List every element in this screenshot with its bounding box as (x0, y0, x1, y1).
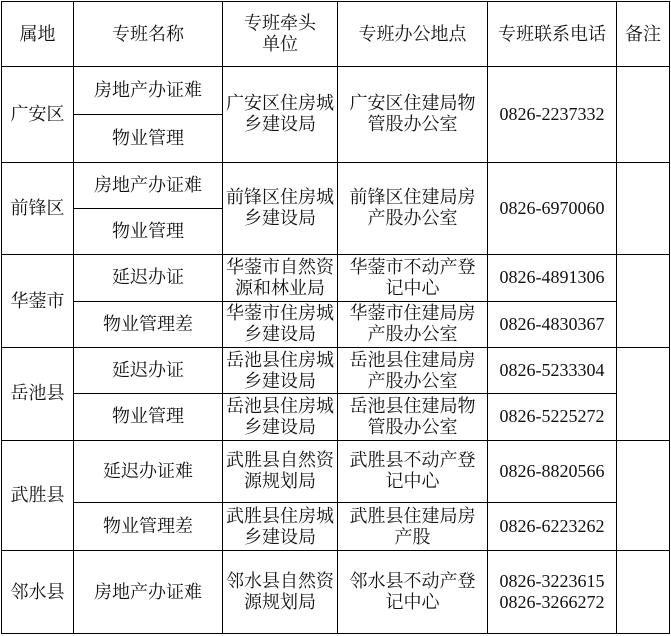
office-cell: 岳池县住建局房 产股办公室 (338, 347, 488, 393)
team-name-cell: 物业管理差 (74, 502, 223, 550)
phone-cell: 0826-8820566 (488, 440, 617, 502)
note-cell (617, 347, 670, 440)
region-cell: 武胜县 (2, 440, 74, 551)
table-row (2, 255, 670, 301)
phone-cell: 0826-6223262 (488, 502, 617, 550)
header-note: 备注 (617, 2, 670, 67)
team-name-cell: 延迟办证 (74, 347, 223, 393)
note-cell (617, 255, 670, 348)
team-name-cell: 物业管理 (74, 115, 223, 162)
table-row (2, 162, 670, 208)
phone-cell: 0826-5233304 (488, 347, 617, 393)
header-office: 专班办公地点 (338, 2, 488, 67)
lead-unit-cell: 武胜县自然资 源规划局 (223, 440, 338, 502)
office-cell: 邻水县不动产登 记中心 (338, 551, 488, 634)
table-row (2, 440, 670, 502)
lead-unit-cell: 武胜县住房城 乡建设局 (223, 502, 338, 550)
lead-unit-cell: 华蓥市自然资 源和林业局 (223, 255, 338, 301)
region-cell: 华蓥市 (2, 255, 74, 348)
region-cell: 岳池县 (2, 347, 74, 440)
team-name-cell: 物业管理 (74, 208, 223, 254)
note-cell (617, 440, 670, 551)
lead-unit-cell: 华蓥市住房城 乡建设局 (223, 301, 338, 347)
phone-cell: 0826-5225272 (488, 394, 617, 440)
lead-unit-cell: 广安区住房城 乡建设局 (223, 67, 338, 163)
table-row (2, 347, 670, 393)
note-cell (617, 551, 670, 634)
region-cell: 邻水县 (2, 551, 74, 634)
table-row (2, 301, 670, 347)
region-cell: 广安区 (2, 67, 74, 163)
table-row (2, 551, 670, 634)
phone-cell: 0826-4891306 (488, 255, 617, 301)
team-name-cell: 物业管理差 (74, 301, 223, 347)
office-cell: 华蓥市不动产登 记中心 (338, 255, 488, 301)
phone-cell: 0826-2237332 (488, 67, 617, 163)
header-region: 属地 (2, 2, 74, 67)
lead-unit-cell: 邻水县自然资 源规划局 (223, 551, 338, 634)
team-name-cell: 房地产办证难 (74, 551, 223, 634)
lead-unit-cell: 岳池县住房城 乡建设局 (223, 394, 338, 440)
note-cell (617, 162, 670, 255)
lead-unit-cell: 前锋区住房城 乡建设局 (223, 162, 338, 255)
table-row (2, 394, 670, 440)
region-cell: 前锋区 (2, 162, 74, 255)
office-cell: 岳池县住建局物 管股办公室 (338, 394, 488, 440)
phone-cell: 0826-3223615 0826-3266272 (488, 551, 617, 634)
office-cell: 武胜县住建局房 产股 (338, 502, 488, 550)
team-name-cell: 房地产办证难 (74, 162, 223, 208)
header-row (2, 2, 670, 67)
office-cell: 武胜县不动产登 记中心 (338, 440, 488, 502)
office-cell: 广安区住建局物 管股办公室 (338, 67, 488, 163)
table-row (2, 502, 670, 550)
team-name-cell: 延迟办证难 (74, 440, 223, 502)
office-cell: 华蓥市住建局房 产股办公室 (338, 301, 488, 347)
header-lead-unit: 专班牵头 单位 (223, 2, 338, 67)
phone-cell: 0826-4830367 (488, 301, 617, 347)
team-name-cell: 房地产办证难 (74, 67, 223, 115)
team-name-cell: 物业管理 (74, 394, 223, 440)
office-cell: 前锋区住建局房 产股办公室 (338, 162, 488, 255)
header-team-name: 专班名称 (74, 2, 223, 67)
lead-unit-cell: 岳池县住房城 乡建设局 (223, 347, 338, 393)
task-force-table (1, 1, 670, 634)
header-phone: 专班联系电话 (488, 2, 617, 67)
phone-cell: 0826-6970060 (488, 162, 617, 255)
note-cell (617, 67, 670, 163)
table-row (2, 67, 670, 115)
team-name-cell: 延迟办证 (74, 255, 223, 301)
